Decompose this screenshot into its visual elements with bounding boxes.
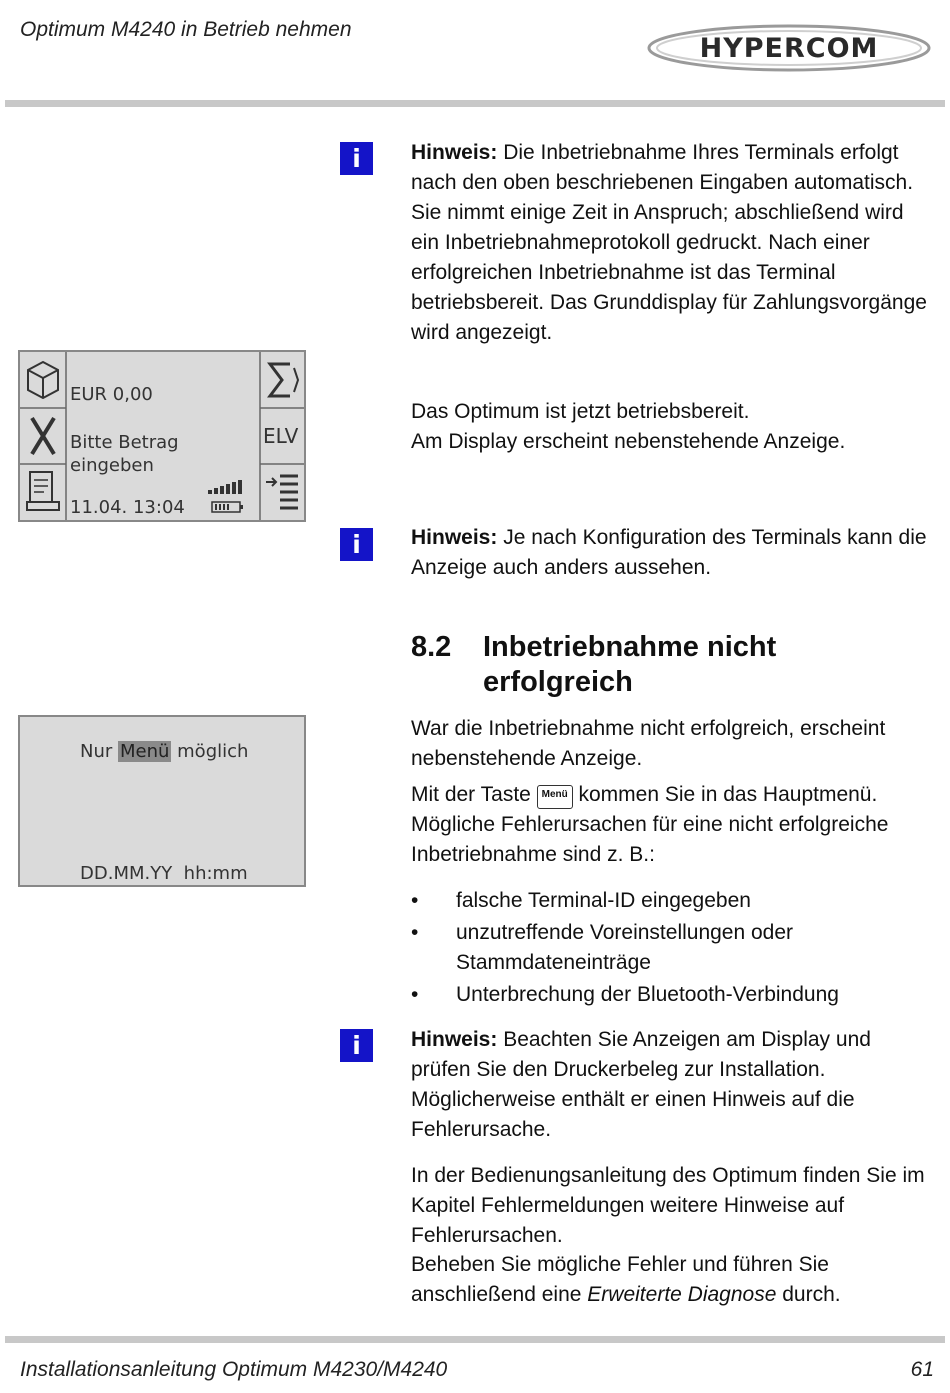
ready-line2: Am Display erscheint nebenstehende Anzeige.: [411, 430, 846, 453]
note-label: Hinweis:: [411, 1028, 498, 1051]
error-cause-list: [411, 886, 936, 1012]
display-menu-suffix: möglich: [171, 741, 249, 762]
sigma-icon: [264, 358, 300, 402]
section-title-line2: erfolgreich: [483, 666, 633, 698]
body-paragraph-1: War die Inbetriebnahme nicht erfolgreich, erscheint nebenstehende Anzeige.: [411, 717, 886, 770]
note-label: Hinweis:: [411, 141, 498, 164]
body-paragraph-2: [411, 780, 936, 870]
display-prompt-line2: eingeben: [70, 455, 154, 476]
body-p2-before: Mit der Taste: [411, 783, 537, 806]
menu-list-icon: [264, 470, 300, 514]
display-menu-highlight: Menü: [120, 741, 170, 762]
logo-text: HYPERCOM: [699, 32, 879, 64]
box-icon: [24, 356, 62, 402]
note-paragraph: [411, 1025, 936, 1145]
display-prompt-line1: Bitte Betrag: [70, 432, 179, 453]
page-header-title: Optimum M4240 in Betrieb nehmen: [20, 18, 352, 41]
info-icon: i: [340, 528, 373, 561]
section-title-line1: Inbetriebnahme nicht: [483, 631, 777, 663]
list-item: • unzutreffende Voreinstellungen oder Stammdateneinträge: [411, 918, 936, 978]
note-paragraph: [411, 138, 936, 348]
display-datetime-placeholder: DD.MM.YY hh:mm: [80, 863, 248, 884]
signal-battery-icon: [204, 476, 258, 516]
body-p2-after: kommen Sie in das Hauptmenü. Mögliche Fehlerursachen für eine nicht erfolgreiche Inbetriebnahme sind z. B.:: [411, 783, 889, 866]
note-text: Die Inbetriebnahme Ihres Terminals erfolgt nach den oben beschriebenen Eingaben automatisch. Sie nimmt einige Zeit in Anspruch; abschließend wird ein Inbetriebnahmeprotokoll gedruckt. Nach einer erfolgreichen Inbetriebnahme ist das Terminal betriebsbereit. Das Grunddisplay für Zahlungsvorgänge wird angezeigt.: [411, 141, 927, 344]
ready-line1: Das Optimum ist jetzt betriebsbereit.: [411, 400, 750, 423]
footer-title: Installationsanleitung Optimum M4230/M4240: [20, 1358, 448, 1381]
note-text: Beachten Sie Anzeigen am Display und prüfen Sie den Druckerbeleg zur Installation. Möglicherweise enthält er einen Hinweis auf die Fehlerursache.: [411, 1028, 871, 1141]
closing-p2-before: Beheben Sie mögliche Fehler und führen Sie anschließend eine: [411, 1253, 829, 1306]
list-item: • falsche Terminal-ID eingegeben: [411, 886, 936, 916]
closing-paragraph-1: In der Bedienungsanleitung des Optimum finden Sie im Kapitel Fehlermeldungen weitere Hinweise auf Fehlerursachen.: [411, 1164, 925, 1247]
note-text: Je nach Konfiguration des Terminals kann die Anzeige auch anders aussehen.: [411, 526, 927, 579]
cancel-x-icon: [28, 414, 58, 458]
list-item: • Unterbrechung der Bluetooth-Verbindung: [411, 980, 936, 1010]
note-paragraph: [411, 523, 936, 583]
hypercom-logo: [645, 18, 933, 78]
display-menu-prefix: Nur: [80, 741, 118, 762]
header-rule: [5, 100, 945, 107]
footer-rule: [5, 1336, 945, 1343]
closing-p2-after: durch.: [776, 1283, 841, 1306]
page-number: 61: [910, 1358, 934, 1381]
closing-p2-italic: Erweiterte Diagnose: [587, 1283, 777, 1306]
terminal-display-ready: [18, 350, 306, 522]
receipt-icon: [24, 468, 62, 514]
section-heading: [411, 630, 776, 700]
elv-label: ELV: [263, 424, 299, 448]
display-menu-only: [80, 741, 248, 762]
display-amount: EUR 0,00: [70, 384, 153, 405]
section-number: 8.2: [411, 631, 452, 663]
info-icon: i: [340, 142, 373, 175]
display-datetime: 11.04. 13:04: [70, 497, 185, 518]
note-label: Hinweis:: [411, 526, 498, 549]
menu-key-icon: Menü: [537, 785, 573, 809]
terminal-display-error: [18, 715, 306, 887]
info-icon: i: [340, 1029, 373, 1062]
closing-paragraph-2: [411, 1250, 936, 1310]
